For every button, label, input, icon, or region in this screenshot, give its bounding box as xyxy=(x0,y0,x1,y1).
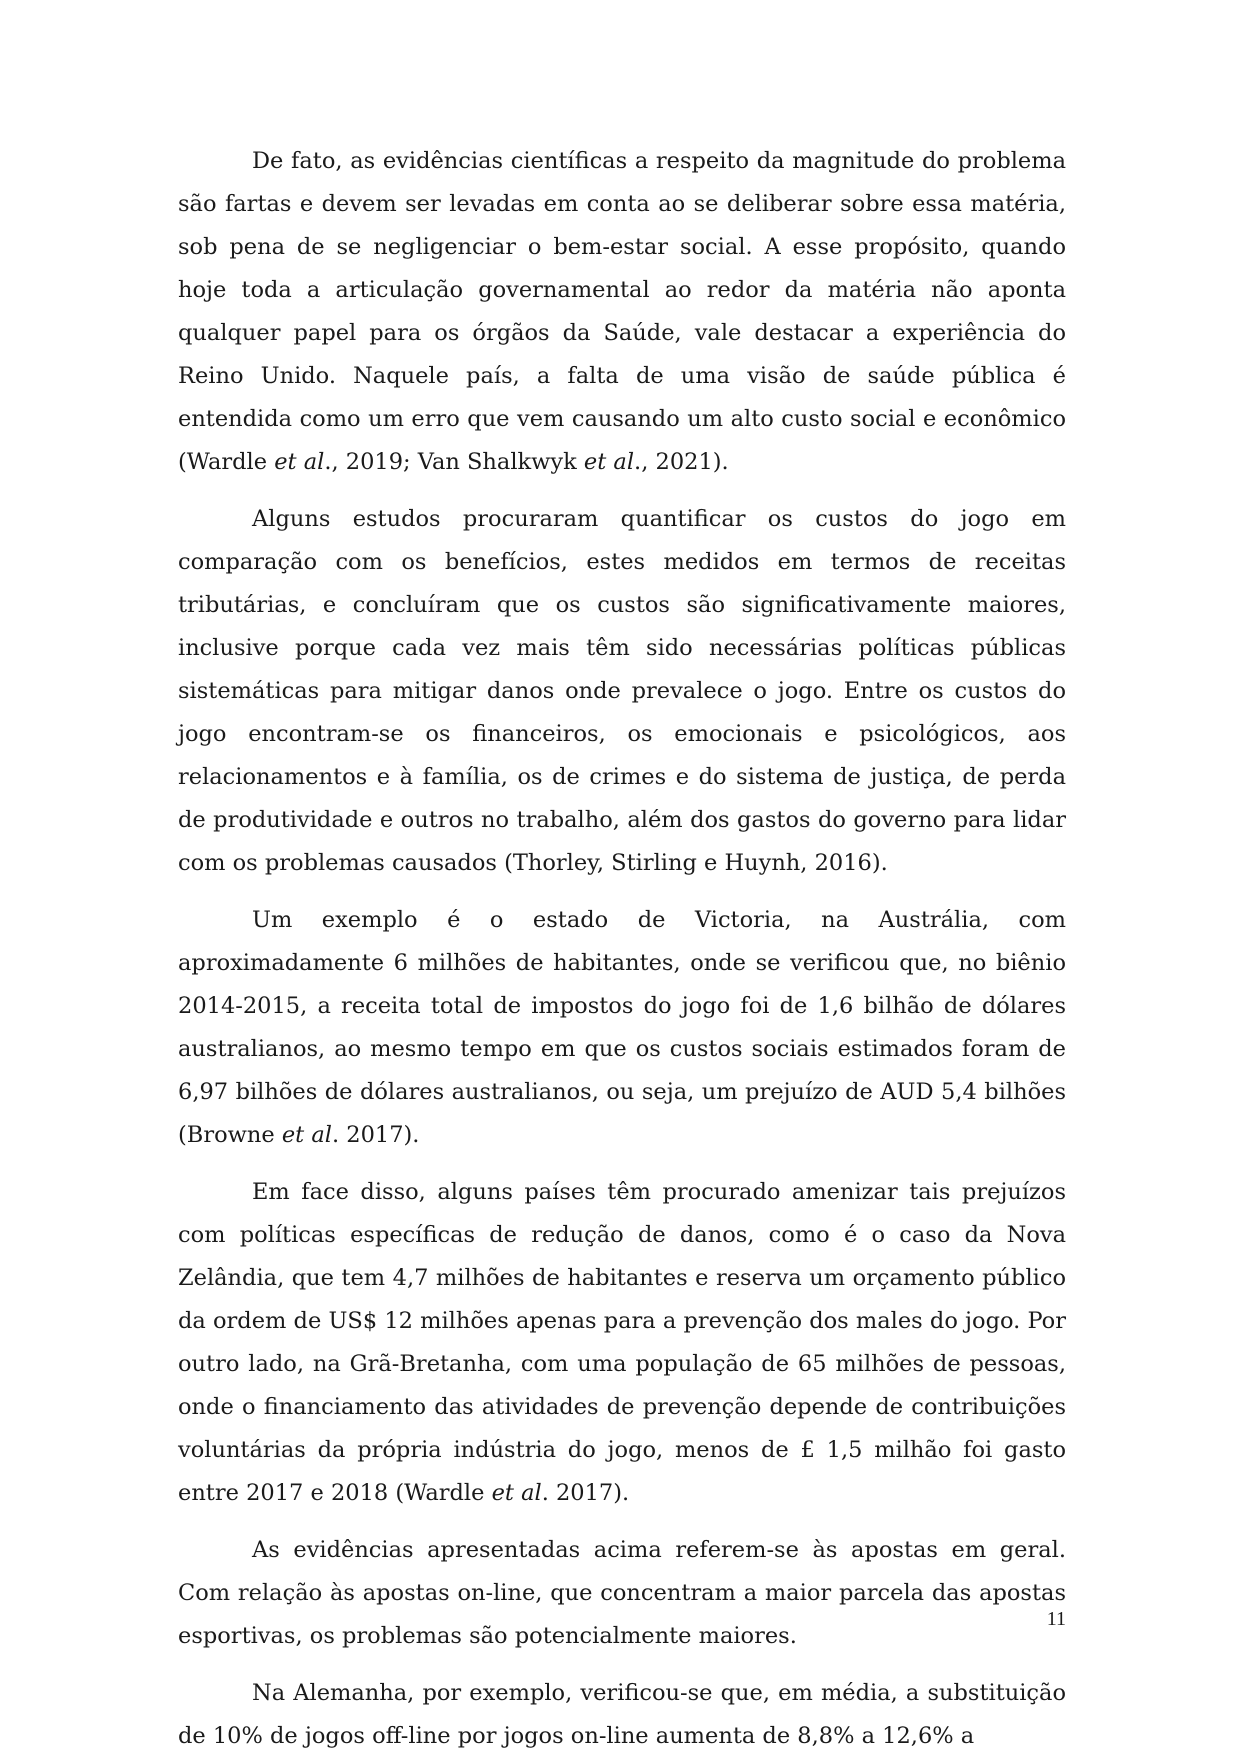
paragraph-5: As evidências apresentadas acima referem-se às apostas em geral. Com relação às apostas on-line, que concentram a maior parcela das apostas esportivas, os problemas são potencialmente maiores. xyxy=(178,1537,1066,1649)
body-text xyxy=(178,140,1066,1758)
paragraph-2: Alguns estudos procuraram quantificar os custos do jogo em comparação com os benefícios, estes medidos em termos de receitas tributárias, e concluíram que os custos são significativamente maiores, inclusive porque cada vez mais têm sido necessárias políticas públicas sistemáticas para mitigar danos onde prevalece o jogo. Entre os custos do jogo encontram-se os financeiros, os emocionais e psicológicos, aos relacionamentos e à família, os de crimes e do sistema de justiça, de perda de produtividade e outros no trabalho, além dos gastos do governo para lidar com os problemas causados (Thorley, Stirling e Huynh, 2016). xyxy=(178,506,1066,876)
page-number: 11 xyxy=(1046,1608,1066,1630)
paragraph-4: Em face disso, alguns países têm procurado amenizar tais prejuízos com políticas específicas de redução de danos, como é o caso da Nova Zelândia, que tem 4,7 milhões de habitantes e reserva um orçamento público da ordem de US$ 12 milhões apenas para a prevenção dos males do jogo. Por outro lado, na Grã-Bretanha, com uma população de 65 milhões de pessoas, onde o financiamento das atividades de prevenção depende de contribuições voluntárias da própria indústria do jogo, menos de £ 1,5 milhão foi gasto entre 2017 e 2018 (Wardle et al. 2017). xyxy=(178,1179,1066,1506)
paragraph-3: Um exemplo é o estado de Victoria, na Austrália, com aproximadamente 6 milhões de habitantes, onde se verificou que, no biênio 2014-2015, a receita total de impostos do jogo foi de 1,6 bilhão de dólares australianos, ao mesmo tempo em que os custos sociais estimados foram de 6,97 bilhões de dólares australianos, ou seja, um prejuízo de AUD 5,4 bilhões (Browne et al. 2017). xyxy=(178,907,1066,1148)
paragraph-1: De fato, as evidências científicas a respeito da magnitude do problema são fartas e devem ser levadas em conta ao se deliberar sobre essa matéria, sob pena de se negligenciar o bem-estar social. A esse propósito, quando hoje toda a articulação governamental ao redor da matéria não aponta qualquer papel para os órgãos da Saúde, vale destacar a experiência do Reino Unido. Naquele país, a falta de uma visão de saúde pública é entendida como um erro que vem causando um alto custo social e econômico (Wardle et al., 2019; Van Shalkwyk et al., 2021). xyxy=(178,148,1066,475)
paragraph-6: Na Alemanha, por exemplo, verificou-se que, em média, a substituição de 10% de jogos off-line por jogos on-line aumenta de 8,8% a 12,6% a xyxy=(178,1680,1066,1749)
